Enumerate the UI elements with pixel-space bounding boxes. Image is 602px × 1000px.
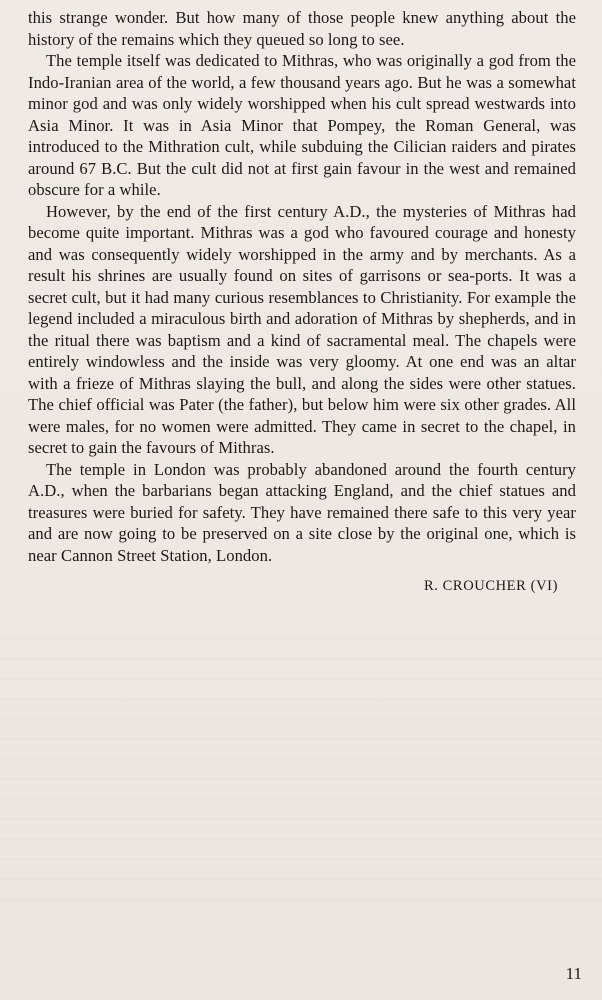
article-body (28, 7, 576, 566)
paragraph-abandonment: The temple in London was probably abandoned around the fourth century A.D., when the barbarians began attacking England, and the chief statues and treasures were buried for safety. They have remained there safe to this very year and are now going to be preserved on a site close by the original one, which is near Cannon Street Station, London. (28, 459, 576, 565)
paragraph-continuation: this strange wonder. But how many of those people knew anything about the history of the remains which they queued so long to see. (28, 8, 576, 49)
paragraph-mysteries: However, by the end of the first century A.D., the mysteries of Mithras had become quite important. Mithras was a god who favoured courage and honesty and was consequently widely worshipped in the army and by merchants. As a result his shrines are usually found on sites of garrisons or sea-ports. It was a secret cult, but it had many curious resemblances to Christianity. For example the legend included a miraculous birth and adoration of Mithras by shepherds, and in the ritual there was baptism and a kind of sacramental meal. The chapels were entirely windowless and the inside was very gloomy. At one end was an altar with a frieze of Mithras slaying the bull, and along the sides were other statues. The chief official was Pater (the father), but below him were six other grades. All were males, for no women were admitted. They came in secret to the chapel, in secret to gain the favours of Mithras. (28, 201, 576, 457)
paragraph-temple-origin: The temple itself was dedicated to Mithras, who was originally a god from the Indo-Iranian area of the world, a few thousand years ago. But he was a somewhat minor god and was only widely worshipped when his cult spread westwards into Asia Minor. It was in Asia Minor that Pompey, the Roman General, was introduced to the Mithration cult, while subduing the Cilician raiders and pirates around 67 B.C. But the cult did not at first gain favour in the west and remained obscure for a while. (28, 51, 576, 199)
author-signature: R. CROUCHER (VI) (423, 578, 558, 594)
page-number: 11 (565, 964, 582, 983)
